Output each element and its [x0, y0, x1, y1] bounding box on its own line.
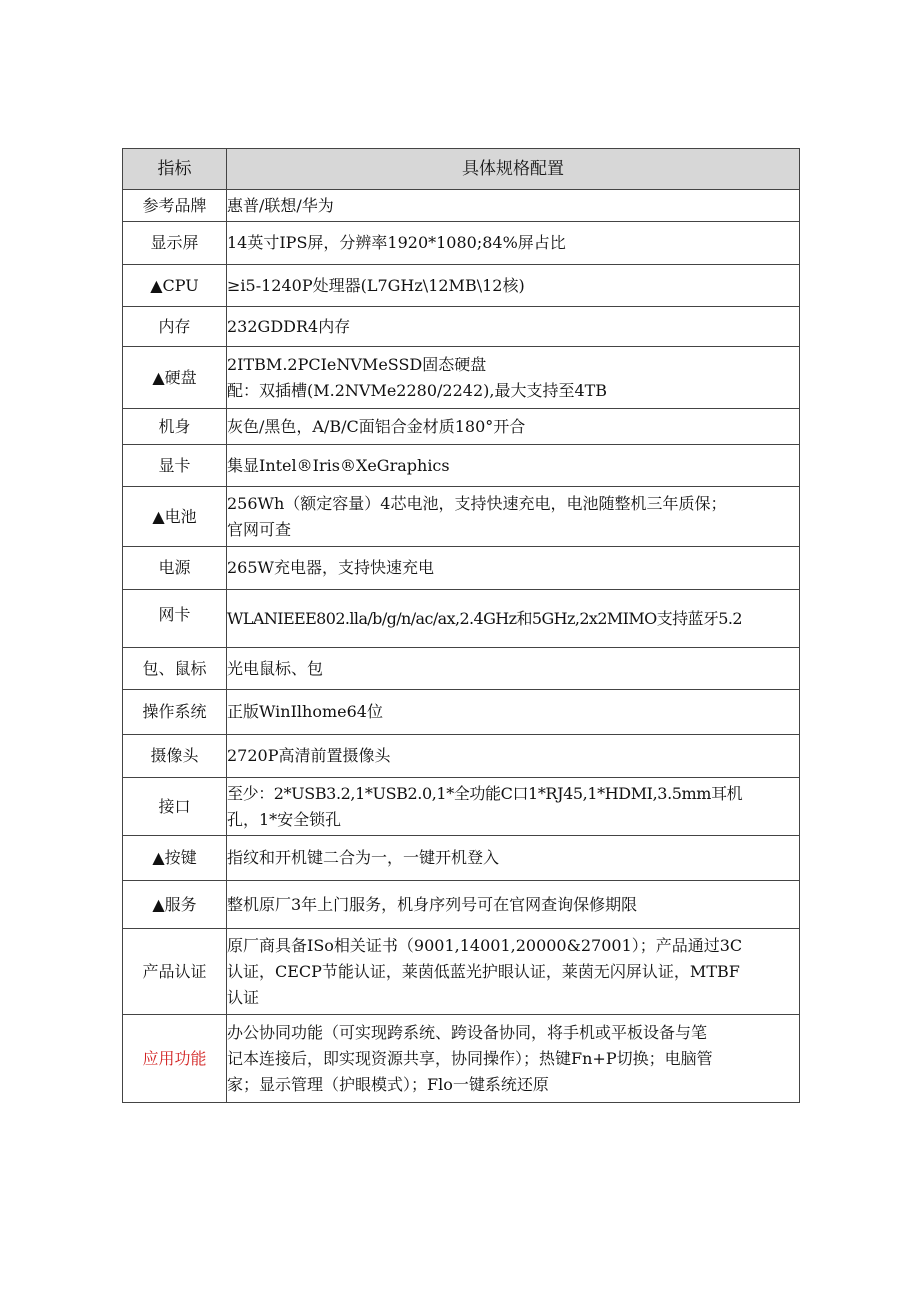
- table-row: [123, 836, 800, 881]
- row-value: [227, 307, 800, 347]
- row-key: 网卡: [123, 590, 227, 648]
- table-row: [123, 590, 800, 648]
- row-key: ▲硬盘: [123, 347, 227, 409]
- row-value: [227, 836, 800, 881]
- row-key: 摄像头: [123, 735, 227, 778]
- table-row: [123, 409, 800, 445]
- row-value: [227, 690, 800, 735]
- row-key: 接口: [123, 778, 227, 836]
- row-value: [227, 881, 800, 929]
- value-line: 光电鼠标、包: [227, 658, 324, 678]
- value-line: ≥i5-1240P处理器(L7GHz\12MB\12核): [227, 275, 525, 295]
- value-line: 2ITBM.2PCIeNVMeSSD固态硬盘: [227, 354, 487, 374]
- row-value: [227, 1015, 800, 1103]
- row-key-highlighted: 应用功能: [123, 1015, 227, 1103]
- row-value: [227, 735, 800, 778]
- table-row: [123, 778, 800, 836]
- value-line: 至少：2*USB3.2,1*USB2.0,1*全功能C口1*RJ45,1*HDMI,3.5mm耳机: [227, 783, 743, 803]
- value-line: 集显Intel®Iris®XeGraphics: [227, 455, 450, 475]
- table-row: [123, 1015, 800, 1103]
- value-line: 惠普/联想/华为: [227, 195, 334, 215]
- header-indicator: 指标: [123, 149, 227, 190]
- table-row: [123, 222, 800, 265]
- value-line: 14英寸IPS屏，分辨率1920*1080;84%屏占比: [227, 233, 566, 252]
- value-line: 正版WinIlhome64位: [227, 702, 383, 721]
- value-line: 原厂商具备ISo相关证书（9001,14001,20000&27001）；产品通过3C: [227, 935, 743, 955]
- table-row: [123, 190, 800, 222]
- value-line: 指纹和开机键二合为一，一键开机登入: [227, 848, 500, 867]
- table-row: [123, 265, 800, 307]
- value-line: 配：双插槽(M.2NVMe2280/2242),最大支持至4TB: [227, 380, 608, 400]
- table-row: [123, 487, 800, 547]
- row-value: [227, 409, 800, 445]
- row-value: [227, 778, 800, 836]
- row-value: [227, 265, 800, 307]
- value-line: WLANIEEE802.lla/b/g/n/ac/ax,2.4GHz和5GHz,2x2MIMO支持蓝牙5.2: [227, 608, 742, 628]
- row-key: ▲服务: [123, 881, 227, 929]
- value-line: 记本连接后，即实现资源共享，协同操作）；热键Fn+P切换；电脑管: [227, 1048, 713, 1068]
- row-key: 参考品牌: [123, 190, 227, 222]
- value-line: 家；显示管理（护眼模式）；Flo一键系统还原: [227, 1074, 549, 1094]
- value-line: 认证: [227, 987, 260, 1007]
- table-row: [123, 445, 800, 487]
- row-value: [227, 547, 800, 590]
- row-key: 内存: [123, 307, 227, 347]
- row-value: [227, 487, 800, 547]
- row-key: 包、鼠标: [123, 648, 227, 690]
- value-line: 256Wh（额定容量）4芯电池，支持快速充电，电池随整机三年质保；: [227, 493, 727, 513]
- value-line: 2720P高清前置摄像头: [227, 746, 391, 765]
- value-line: 办公协同功能（可实现跨系统、跨设备协同，将手机或平板设备与笔: [227, 1022, 708, 1042]
- row-key: 机身: [123, 409, 227, 445]
- table-row: [123, 307, 800, 347]
- table-row: [123, 347, 800, 409]
- value-line: 灰色/黑色，A/B/C面铝合金材质180°开合: [227, 416, 526, 436]
- table-row: [123, 547, 800, 590]
- table-header-row: [123, 149, 800, 190]
- row-key: 显卡: [123, 445, 227, 487]
- spec-table: [122, 148, 800, 1103]
- row-value: [227, 222, 800, 265]
- row-key: ▲电池: [123, 487, 227, 547]
- row-key: 操作系统: [123, 690, 227, 735]
- row-key: ▲按键: [123, 836, 227, 881]
- header-spec: 具体规格配置: [227, 149, 800, 190]
- value-line: 孔，1*安全锁孔: [227, 809, 342, 829]
- row-value: [227, 347, 800, 409]
- value-line: 265W充电器，支持快速充电: [227, 558, 434, 577]
- value-line: 232GDDR4内存: [227, 316, 351, 336]
- row-key: 产品认证: [123, 929, 227, 1015]
- row-value: [227, 929, 800, 1015]
- table-row: [123, 735, 800, 778]
- row-key: 电源: [123, 547, 227, 590]
- row-value: [227, 445, 800, 487]
- value-line: 认证，CECP节能认证，莱茵低蓝光护眼认证，莱茵无闪屏认证，MTBF: [227, 961, 740, 981]
- table-row: [123, 648, 800, 690]
- value-line: 官网可查: [227, 519, 292, 539]
- table-row: [123, 881, 800, 929]
- table-row: [123, 690, 800, 735]
- row-value: [227, 648, 800, 690]
- value-line: 整机原厂3年上门服务，机身序列号可在官网查询保修期限: [227, 894, 638, 914]
- table-row: [123, 929, 800, 1015]
- row-value: [227, 190, 800, 222]
- row-value: [227, 590, 800, 648]
- row-key: ▲CPU: [123, 265, 227, 307]
- row-key: 显示屏: [123, 222, 227, 265]
